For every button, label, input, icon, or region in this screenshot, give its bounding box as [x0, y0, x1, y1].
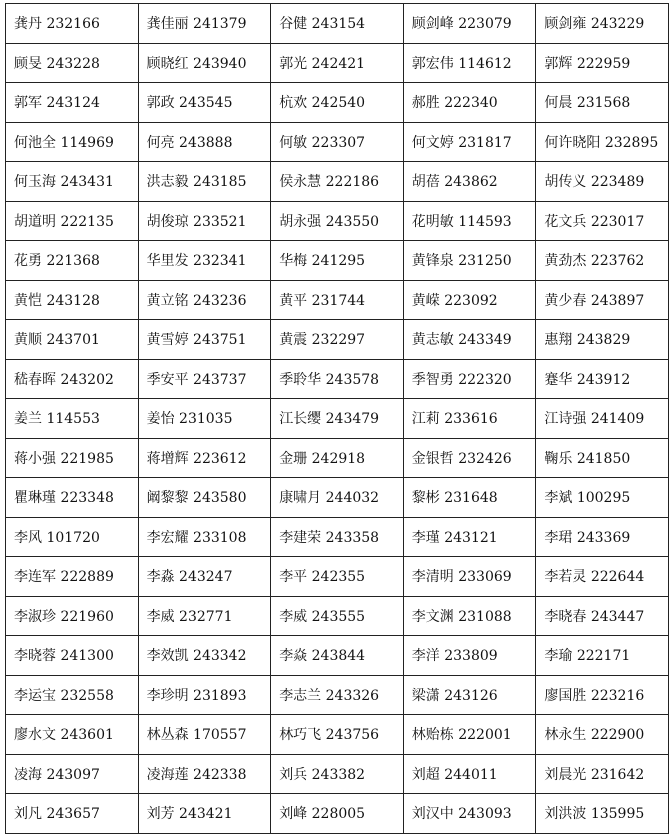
- name-id-cell: 何文婷 231817: [403, 122, 536, 162]
- name-id-cell: 刘凡 243657: [6, 794, 139, 834]
- name-list-sheet: [5, 3, 668, 834]
- name-id-cell: 何玉海 243431: [6, 162, 139, 202]
- name-id-cell: 瞿琳瑾 223348: [6, 478, 139, 518]
- table-row: [6, 557, 669, 597]
- table-row: [6, 478, 669, 518]
- name-id-cell: 江诗强 241409: [536, 399, 669, 439]
- name-id-cell: 李焱 243844: [271, 636, 404, 676]
- name-id-cell: 李威 232771: [138, 596, 271, 636]
- name-id-cell: 蒋增辉 223612: [138, 438, 271, 478]
- name-id-cell: 郭宏伟 114612: [403, 43, 536, 83]
- name-id-cell: 顾晓红 243940: [138, 43, 271, 83]
- name-id-cell: 侯永慧 222186: [271, 162, 404, 202]
- name-id-cell: 黄少春 243897: [536, 280, 669, 320]
- name-id-cell: 李建荣 243358: [271, 517, 404, 557]
- table-row: [6, 280, 669, 320]
- name-id-cell: 凌海 243097: [6, 754, 139, 794]
- name-id-cell: 刘晨光 231642: [536, 754, 669, 794]
- name-id-cell: 李效凯 243342: [138, 636, 271, 676]
- name-id-cell: 李淑珍 221960: [6, 596, 139, 636]
- name-id-cell: 姜兰 114553: [6, 399, 139, 439]
- name-id-cell: 郭光 242421: [271, 43, 404, 83]
- name-id-cell: 廖水文 243601: [6, 715, 139, 755]
- table-row: [6, 794, 669, 834]
- table-row: [6, 675, 669, 715]
- name-id-cell: 黄立铭 243236: [138, 280, 271, 320]
- name-id-cell: 林贻栋 222001: [403, 715, 536, 755]
- name-id-cell: 凌海莲 242338: [138, 754, 271, 794]
- name-id-cell: 李连军 222889: [6, 557, 139, 597]
- name-id-table-body: [6, 4, 669, 834]
- name-id-cell: 花明敏 114593: [403, 201, 536, 241]
- name-id-cell: 李运宝 232558: [6, 675, 139, 715]
- table-row: [6, 438, 669, 478]
- name-id-cell: 李珺 243369: [536, 517, 669, 557]
- name-id-cell: 黄锋泉 231250: [403, 241, 536, 281]
- name-id-cell: 华梅 241295: [271, 241, 404, 281]
- name-id-cell: 李晓春 243447: [536, 596, 669, 636]
- name-id-cell: 李珍明 231893: [138, 675, 271, 715]
- table-row: [6, 241, 669, 281]
- name-id-cell: 李瑾 243121: [403, 517, 536, 557]
- name-id-cell: 郭军 243124: [6, 83, 139, 123]
- name-id-cell: 龚佳丽 241379: [138, 4, 271, 44]
- name-id-cell: 李清明 233069: [403, 557, 536, 597]
- name-id-cell: 廖国胜 223216: [536, 675, 669, 715]
- name-id-cell: 刘超 244011: [403, 754, 536, 794]
- name-id-cell: 胡蓓 243862: [403, 162, 536, 202]
- name-id-cell: 金珊 242918: [271, 438, 404, 478]
- name-id-cell: 林永生 222900: [536, 715, 669, 755]
- name-id-cell: 金银哲 232426: [403, 438, 536, 478]
- table-row: [6, 754, 669, 794]
- name-id-cell: 黄志敏 243349: [403, 320, 536, 360]
- table-row: [6, 399, 669, 439]
- table-row: [6, 43, 669, 83]
- name-id-cell: 黄顺 243701: [6, 320, 139, 360]
- table-row: [6, 122, 669, 162]
- name-id-cell: 惠翔 243829: [536, 320, 669, 360]
- name-id-cell: 林丛森 170557: [138, 715, 271, 755]
- table-row: [6, 359, 669, 399]
- name-id-cell: 梁潇 243126: [403, 675, 536, 715]
- name-id-cell: 花文兵 223017: [536, 201, 669, 241]
- table-row: [6, 4, 669, 44]
- name-id-cell: 胡传义 223489: [536, 162, 669, 202]
- name-id-cell: 华里发 232341: [138, 241, 271, 281]
- name-id-cell: 李若灵 222644: [536, 557, 669, 597]
- name-id-cell: 蹇华 243912: [536, 359, 669, 399]
- name-id-cell: 何晨 231568: [536, 83, 669, 123]
- name-id-cell: 胡俊琼 233521: [138, 201, 271, 241]
- name-id-cell: 李志兰 243326: [271, 675, 404, 715]
- name-id-table: [5, 3, 669, 834]
- name-id-cell: 李瑜 222171: [536, 636, 669, 676]
- name-id-cell: 杭欢 242540: [271, 83, 404, 123]
- name-id-cell: 康啸月 244032: [271, 478, 404, 518]
- name-id-cell: 黄劲杰 223762: [536, 241, 669, 281]
- name-id-cell: 顾剑峰 223079: [403, 4, 536, 44]
- name-id-cell: 黄恺 243128: [6, 280, 139, 320]
- name-id-cell: 李淼 243247: [138, 557, 271, 597]
- table-row: [6, 162, 669, 202]
- name-id-cell: 刘汉中 243093: [403, 794, 536, 834]
- name-id-cell: 谷健 243154: [271, 4, 404, 44]
- name-id-cell: 何许晓阳 232895: [536, 122, 669, 162]
- name-id-cell: 龚丹 232166: [6, 4, 139, 44]
- name-id-cell: 江长缨 243479: [271, 399, 404, 439]
- name-id-cell: 胡道明 222135: [6, 201, 139, 241]
- name-id-cell: 黄震 232297: [271, 320, 404, 360]
- name-id-cell: 何池全 114969: [6, 122, 139, 162]
- name-id-cell: 蒋小强 221985: [6, 438, 139, 478]
- name-id-cell: 郭政 243545: [138, 83, 271, 123]
- name-id-cell: 季智勇 222320: [403, 359, 536, 399]
- name-id-cell: 李斌 100295: [536, 478, 669, 518]
- name-id-cell: 鞠乐 241850: [536, 438, 669, 478]
- table-row: [6, 715, 669, 755]
- name-id-cell: 李晓蓉 241300: [6, 636, 139, 676]
- name-id-cell: 姜怡 231035: [138, 399, 271, 439]
- name-id-cell: 何敏 223307: [271, 122, 404, 162]
- name-id-cell: 季聆华 243578: [271, 359, 404, 399]
- name-id-cell: 阚黎黎 243580: [138, 478, 271, 518]
- name-id-cell: 黄平 231744: [271, 280, 404, 320]
- name-id-cell: 胡永强 243550: [271, 201, 404, 241]
- name-id-cell: 刘芳 243421: [138, 794, 271, 834]
- name-id-cell: 李洋 233809: [403, 636, 536, 676]
- name-id-cell: 李宏耀 233108: [138, 517, 271, 557]
- name-id-cell: 刘峰 228005: [271, 794, 404, 834]
- table-row: [6, 596, 669, 636]
- name-id-cell: 林巧飞 243756: [271, 715, 404, 755]
- name-id-cell: 嵇春晖 243202: [6, 359, 139, 399]
- name-id-cell: 李威 243555: [271, 596, 404, 636]
- name-id-cell: 洪志毅 243185: [138, 162, 271, 202]
- table-row: [6, 83, 669, 123]
- name-id-cell: 顾剑雍 243229: [536, 4, 669, 44]
- name-id-cell: 黄嵘 223092: [403, 280, 536, 320]
- name-id-cell: 黄雪婷 243751: [138, 320, 271, 360]
- name-id-cell: 李平 242355: [271, 557, 404, 597]
- name-id-cell: 郭辉 222959: [536, 43, 669, 83]
- name-id-cell: 李风 101720: [6, 517, 139, 557]
- name-id-cell: 江莉 233616: [403, 399, 536, 439]
- name-id-cell: 季安平 243737: [138, 359, 271, 399]
- name-id-cell: 何亮 243888: [138, 122, 271, 162]
- table-row: [6, 320, 669, 360]
- table-row: [6, 636, 669, 676]
- name-id-cell: 顾旻 243228: [6, 43, 139, 83]
- name-id-cell: 花勇 221368: [6, 241, 139, 281]
- name-id-cell: 郝胜 222340: [403, 83, 536, 123]
- table-row: [6, 201, 669, 241]
- name-id-cell: 刘洪波 135995: [536, 794, 669, 834]
- table-row: [6, 517, 669, 557]
- name-id-cell: 黎彬 231648: [403, 478, 536, 518]
- name-id-cell: 李文渊 231088: [403, 596, 536, 636]
- name-id-cell: 刘兵 243382: [271, 754, 404, 794]
